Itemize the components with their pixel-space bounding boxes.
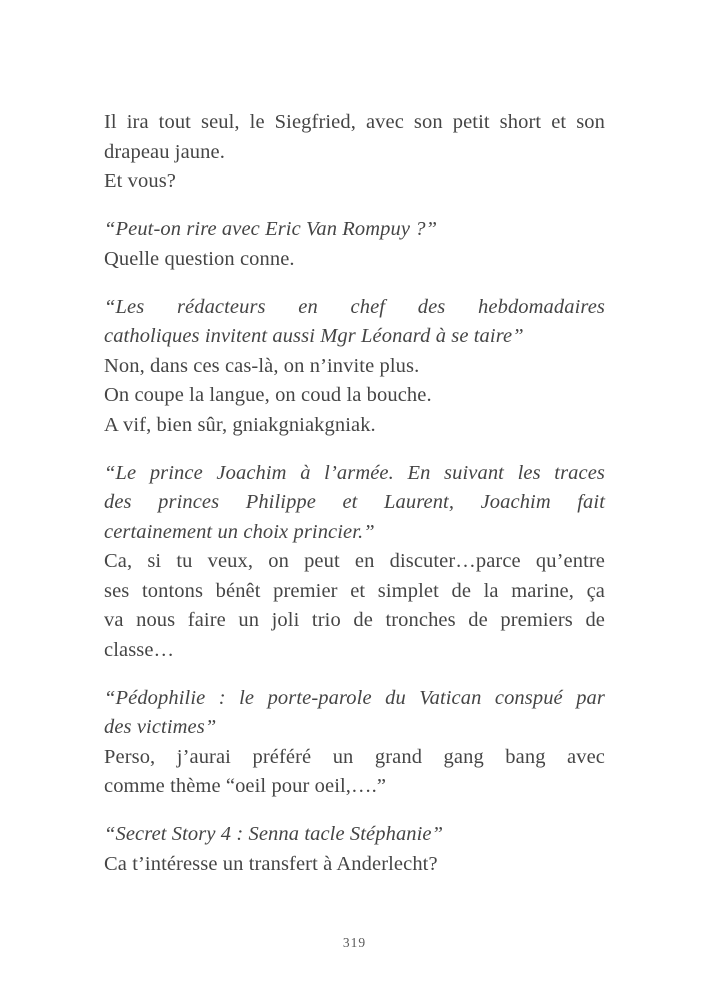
response-line: On coupe la langue, on coud la bouche. — [104, 384, 432, 406]
quote-line: “Le prince Joachim à l’armée. En suivant les traces — [104, 461, 605, 484]
quote-line: certainement un choix princier.” — [104, 520, 375, 543]
paragraph-block — [104, 459, 605, 666]
response-line: drapeau jaune. — [104, 140, 225, 163]
quote-line: des victimes” — [104, 716, 217, 738]
response-line: Non, dans ces cas-là, on n’invite plus. — [104, 354, 420, 377]
response-line: va nous faire un joli trio de tronches de premiers de — [104, 609, 605, 631]
quote-line: catholiques invitent aussi Mgr Léonard à se taire” — [104, 325, 524, 347]
page-text — [104, 108, 605, 879]
paragraph-block — [104, 108, 605, 197]
response-line: Quelle question conne. — [104, 247, 295, 270]
page-number: 319 — [342, 935, 367, 950]
paragraph-block — [104, 684, 605, 802]
response-line: ses tontons bénêt premier et simplet de la marine, ça — [104, 579, 605, 602]
paragraph-block — [104, 820, 605, 879]
response-line: classe… — [104, 638, 175, 661]
quote-line: “Peut-on rire avec Eric Van Rompuy ?” — [104, 218, 438, 240]
paragraph-block — [104, 215, 605, 274]
paragraph-block — [104, 293, 605, 441]
response-line: Il ira tout seul, le Siegfried, avec son petit short et son — [104, 111, 605, 133]
quote-line: des princes Philippe et Laurent, Joachim fait — [104, 491, 605, 513]
response-line: A vif, bien sûr, gniakgniakgniak. — [104, 413, 376, 436]
response-line: Perso, j’aurai préféré un grand gang bang avec — [104, 745, 605, 768]
response-line: Ca, si tu veux, on peut en discuter…parce qu’entre — [104, 550, 605, 572]
quote-line: “Pédophilie : le porte-parole du Vatican conspué par — [104, 686, 605, 709]
quote-line: “Les rédacteurs en chef des hebdomadaires — [104, 295, 605, 318]
response-line: Et vous? — [104, 170, 176, 192]
quote-line: “Secret Story 4 : Senna tacle Stéphanie” — [104, 823, 444, 845]
response-line: Ca t’intéresse un transfert à Anderlecht? — [104, 852, 438, 875]
response-line: comme thème “oeil pour oeil,….” — [104, 775, 387, 797]
